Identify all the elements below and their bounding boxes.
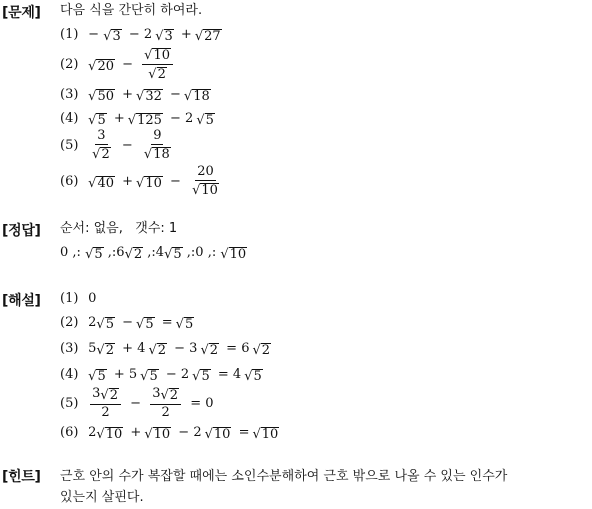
problem-tag: [문제]	[2, 5, 41, 21]
sqrt: √ 5	[196, 113, 214, 128]
sqrt: √ 5	[244, 369, 262, 384]
math-text: −	[170, 87, 181, 102]
sqrt: √ 5	[164, 247, 182, 262]
solution-item-6: (6) 2 √ 10 + √ 10 − 2 √ 10 = √ 10	[60, 425, 279, 442]
solution-item-3: (3) 5 √ 2 + 4 √ 2 − 3 √ 2 = 6 √ 2	[60, 341, 271, 358]
math-text: +	[122, 87, 134, 102]
math-text: −	[121, 138, 133, 153]
item-number: (5)	[60, 396, 79, 411]
fraction: 3 √ 2	[92, 128, 110, 162]
sqrt: √ 32	[136, 89, 162, 104]
item-number: (2)	[60, 315, 79, 330]
solution-item-5: (5) 3 √ 2 2 − 3 √ 2 2 = 0	[60, 386, 214, 420]
sqrt: √ 5	[96, 317, 114, 332]
item-number: (1)	[60, 27, 79, 42]
fraction: √ 10 √ 2	[142, 46, 173, 83]
item-number: (3)	[60, 87, 79, 102]
sqrt: √ 5	[85, 247, 103, 262]
problem-item-1	[60, 26, 222, 45]
item-number: (4)	[60, 111, 79, 126]
math-text: − 2	[170, 111, 194, 126]
sqrt: √ 10	[136, 176, 162, 191]
solution-item-4: (4) √ 5 + 5 √ 5 − 2 √ 5 = 4 √ 5	[60, 367, 262, 384]
math-text: 0	[88, 291, 97, 306]
math-text: +	[180, 27, 192, 42]
hint-line-1: 근호 안의 수가 복잡할 때에는 소인수분해하여 근호 밖으로 나올 수 있는 인수가	[60, 469, 508, 484]
math-text: −	[170, 174, 181, 189]
item-number: (6)	[60, 425, 79, 440]
sqrt: √ 18	[183, 89, 210, 104]
problem-item-6	[60, 164, 223, 199]
sqrt: √ 125	[127, 113, 162, 128]
sqrt: √ 10	[204, 427, 231, 442]
math-text: −	[88, 27, 100, 42]
sqrt: √ 2	[148, 343, 167, 358]
sqrt: √ 5	[175, 317, 194, 332]
sqrt: √ 3	[155, 29, 173, 44]
answer-summary: 순서: 없음, 갯수: 1	[60, 221, 178, 236]
fraction: 3 √ 2 2	[90, 386, 121, 421]
item-number: (6)	[60, 174, 79, 189]
item-number: (4)	[60, 367, 79, 382]
sqrt: √ 10	[144, 427, 171, 442]
math-text: −	[122, 57, 134, 72]
answer-values: 0 ,: √ 5 ,:6 √ 2 ,:4 √ 5 ,:0 ,: √ 10	[60, 245, 247, 262]
sqrt: √ 10	[96, 427, 123, 442]
sqrt: √ 50	[88, 89, 114, 104]
fraction: 9 √ 18	[143, 128, 170, 162]
item-number: (5)	[60, 138, 79, 153]
sqrt: √ 5	[136, 317, 154, 332]
math-text: − 2	[128, 27, 153, 42]
math-text: +	[113, 111, 125, 126]
sqrt: √ 27	[194, 29, 221, 44]
sqrt: √ 20	[88, 59, 114, 74]
sqrt: √ 5	[192, 369, 210, 384]
sqrt: √ 40	[88, 176, 114, 191]
sqrt: √ 5	[88, 113, 106, 128]
item-number: (3)	[60, 341, 79, 356]
sqrt: √ 2	[252, 343, 271, 358]
problem-instruction: 다음 식을 간단히 하여라.	[60, 3, 203, 18]
math-text: +	[122, 174, 134, 189]
hint-line-2: 있는지 살핀다.	[60, 490, 144, 505]
item-number: (2)	[60, 57, 79, 72]
hint-tag: [힌트]	[2, 469, 41, 485]
problem-item-3	[60, 86, 211, 105]
item-number: (1)	[60, 291, 79, 306]
sqrt: √ 5	[140, 369, 158, 384]
problem-item-4	[60, 110, 215, 129]
fraction: 3 √ 2 2	[150, 386, 181, 421]
solution-tag: [해설]	[2, 293, 41, 309]
problem-item-5	[60, 128, 175, 163]
sqrt: √ 10	[252, 427, 279, 442]
solution-item-1	[60, 290, 96, 308]
solution-item-2: (2) 2 √ 5 − √ 5 = √ 5	[60, 315, 194, 332]
answer-tag: [정답]	[2, 223, 41, 239]
sqrt: √ 2	[124, 247, 143, 262]
sqrt: √ 3	[103, 29, 121, 44]
sqrt: √ 5	[88, 369, 106, 384]
sqrt: √ 2	[200, 343, 219, 358]
sqrt: √ 10	[220, 247, 247, 262]
fraction: 20 √ 10	[192, 164, 218, 198]
problem-item-2	[60, 46, 175, 83]
sqrt: √ 2	[96, 343, 114, 358]
